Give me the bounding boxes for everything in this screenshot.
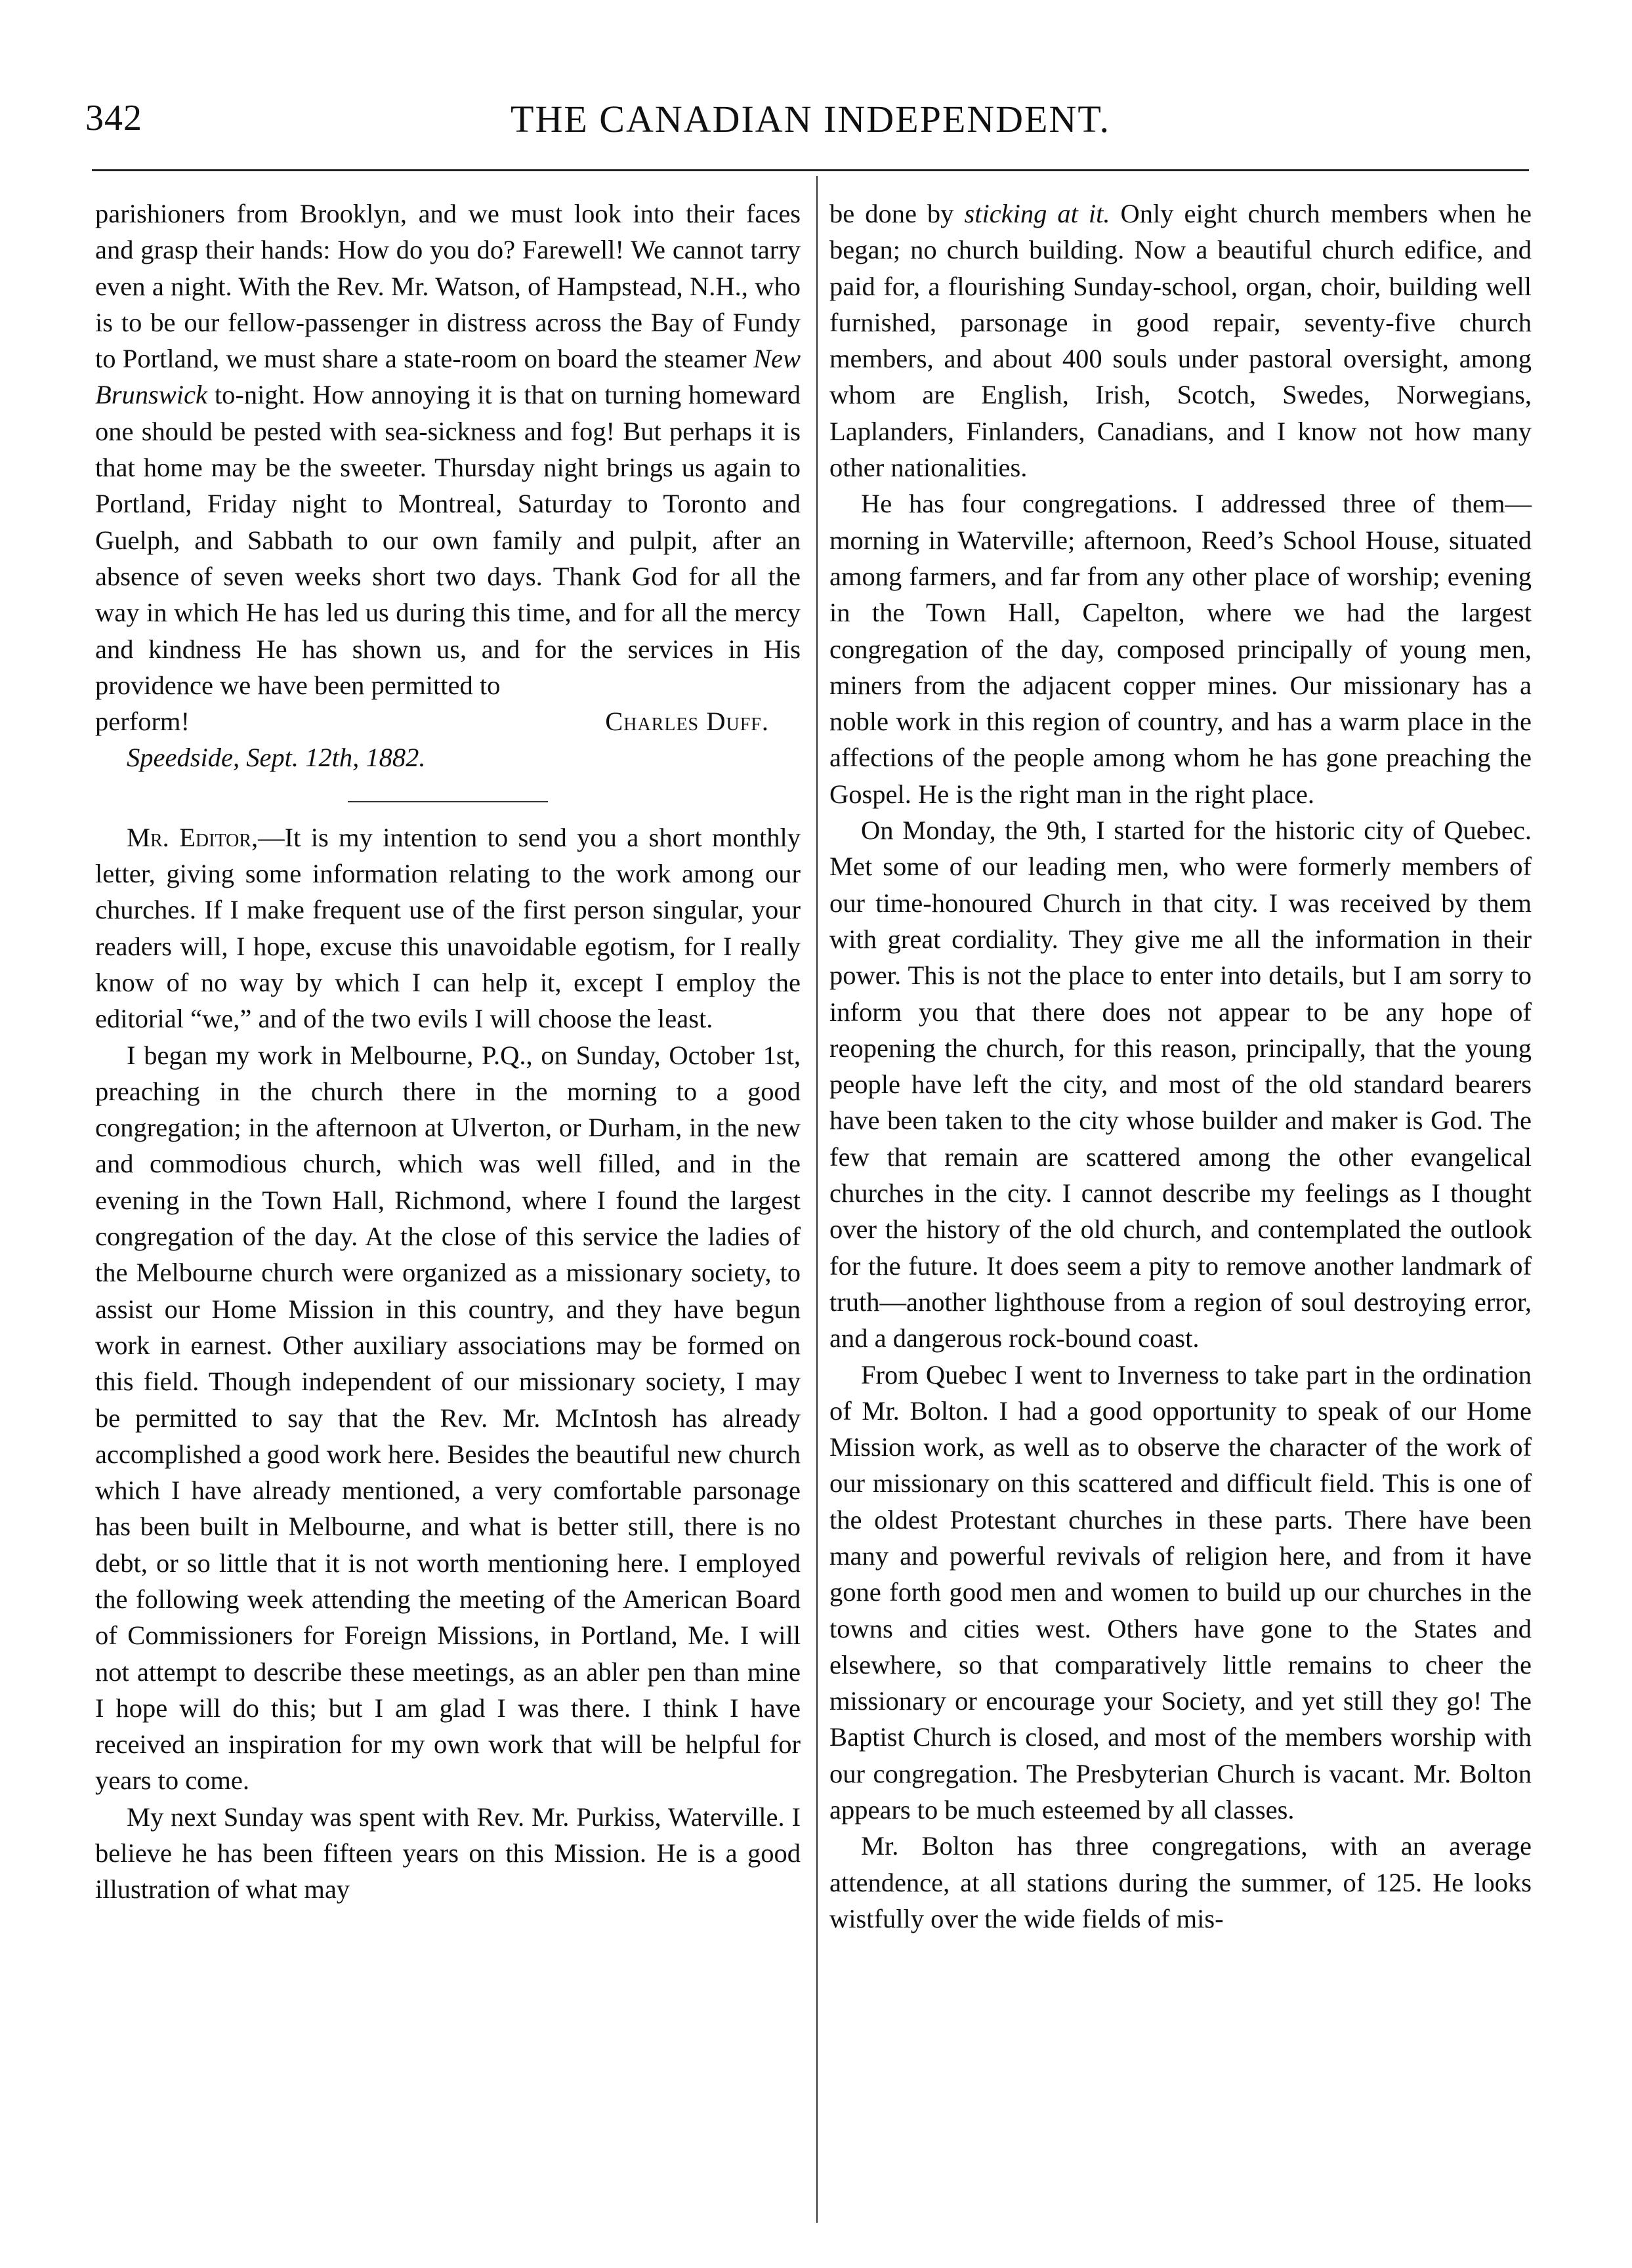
- letter-closing-paragraph: [95, 196, 801, 703]
- paragraph-inverness: From Quebec I went to Inverness to take part in the ordination of Mr. Bolton. I had a good opportunity to speak of our Home Mission work, as well as to observe the character of the work of our missionary on this scattered and difficult field. This is one of the oldest Protestant churches in these parts. There have been many and powerful revivals of religion here, and from it have gone forth good men and women to build up our churches in the towns and cities west. Others have gone to the States and elsewhere, so that comparatively little remains to cheer the missionary or encourage your Society, and yet still they go! The Baptist Church is closed, and most of the members worship with our congregation. The Presbyterian Church is vacant. Mr. Bolton appears to be much esteemed by all classes.: [829, 1359, 1532, 1825]
- journal-title: THE CANADIAN INDEPENDENT.: [511, 98, 1110, 140]
- paragraph-bolton: Mr. Bolton has three congregations, with an average attendence, at all stations during the summer, of 125. He looks wistfully over the wide fields of mis-: [829, 1831, 1532, 1933]
- paragraph-text: Only eight church members when he began; no church building. Now a beautiful church edifice, and paid for, a flourishing Sunday-school, organ, choir, building well furnished, parsonage in good repair, seventy-five church members, and about 400 souls under pastoral oversight, among whom are English, Irish, Scotch, Swedes, Norwegians, Laplanders, Finlanders, Canadians, and I know not how many other nationalities.: [829, 199, 1532, 483]
- column-divider: [816, 176, 818, 2223]
- paragraph-text: parishioners from Brooklyn, and we must look into their faces and grasp their hands: How do you do? Farewell! We cannot tarry even a night. With the Rev. Mr. Watson, of Hampstead, N.H., who is to be our fellow-passenger in distress across the Bay of Fundy to Portland, we must share a state-room on board the steamer: [95, 199, 801, 374]
- right-column: [829, 196, 1532, 1937]
- author-signature: Charles Duff.: [605, 707, 769, 737]
- dateline: Speedside, Sept. 12th, 1882.: [127, 743, 426, 773]
- editor-letter-opening: [95, 819, 801, 1037]
- closing-word: perform!: [95, 707, 190, 737]
- section-divider: [348, 801, 548, 802]
- page-header: [85, 97, 1536, 156]
- paragraph-text: to-night. How annoying it is that on turning homeward one should be pested with sea-sickness and fog! But perhaps it is that home may be the sweeter. Thursday night brings us again to Portland, Friday night to Montreal, Saturday to Toronto and Guelph, and Sabbath to our own family and pulpit, after an absence of seven weeks short two days. Thank God for all the way in which He has led us during this time, and for all the mercy and kindness He has shown us, and for the services in His providence we have been permitted to: [95, 380, 801, 700]
- left-column: [95, 196, 801, 1908]
- paragraph-text: be done by: [829, 199, 954, 228]
- paragraph-waterville: My next Sunday was spent with Rev. Mr. Purkiss, Waterville. I believe he has been fifteen years on this Mission. He is a good illustration of what may: [95, 1802, 801, 1905]
- signature-row: [95, 703, 801, 739]
- page-number: 342: [85, 98, 142, 138]
- paragraph-quebec: On Monday, the 9th, I started for the historic city of Quebec. Met some of our leading men, who were formerly members of our time-honoured Church in that city. I was received by them with great cordiality. They give me all the information in their power. This is not the place to enter into details, but I am sorry to inform you that there does not appear to be any hope of reopening the church, for this reason, principally, that the young people have left the city, and most of the old standard bearers have been taken to the city whose builder and maker is God. The few that remain are scattered among the other evangelical churches in the city. I cannot describe my feelings as I thought over the history of the old church, and contemplated the outlook for the future. It does seem a pity to remove another landmark of truth—another lighthouse from a region of soul destroying error, and a dangerous rock-bound coast.: [829, 815, 1532, 1353]
- paragraph-congregations: He has four congregations. I addressed three of them—morning in Waterville; afternoon, Reed’s School House, situated among farmers, and far from any other place of worship; evening in the Town Hall, Capelton, where we had the largest congregation of the day, composed principally of young men, miners from the adjacent copper mines. Our missionary has a noble work in this region of country, and has a warm place in the affections of the people among whom he has gone preaching the Gospel. He is the right man in the right place.: [829, 489, 1532, 809]
- ship-name: New Brunswick: [95, 344, 801, 410]
- paragraph-continued: [829, 196, 1532, 485]
- header-rule: [92, 169, 1529, 171]
- emphasis-text: sticking at it.: [964, 199, 1110, 228]
- salutation: Mr. Editor,: [127, 822, 259, 852]
- paragraph-melbourne: I began my work in Melbourne, P.Q., on Sunday, October 1st, preaching in the church there in the morning to a good congregation; in the afternoon at Ulverton, or Durham, in the new and commodious church, which was well filled, and in the evening in the Town Hall, Richmond, where I found the largest congregation of the day. At the close of this service the ladies of the Melbourne church were organized as a missionary society, to assist our Home Mission in this country, and they have begun work in earnest. Other auxiliary associations may be formed on this field. Though independent of our missionary society, I may be permitted to say that the Rev. Mr. McIntosh has already accomplished a good work here. Besides the beautiful new church which I have already mentioned, a very comfortable parsonage has been built in Melbourne, and what is better still, there is no debt, or so little that it is not worth mentioning here. I employed the following week attending the meeting of the American Board of Commissioners for Foreign Missions, in Portland, Me. I will not attempt to describe these meetings, as an abler pen than mine I hope will do this; but I am glad I was there. I think I have received an inspiration for my own work that will be helpful for years to come.: [95, 1040, 801, 1796]
- paragraph-text: —It is my intention to send you a short monthly letter, giving some information relating to the work among our churches. If I make frequent use of the first person singular, your readers will, I hope, excuse this unavoidable egotism, for I really know of no way by which I can help it, except I employ the editorial “we,” and of the two evils I will choose the least.: [95, 822, 801, 1034]
